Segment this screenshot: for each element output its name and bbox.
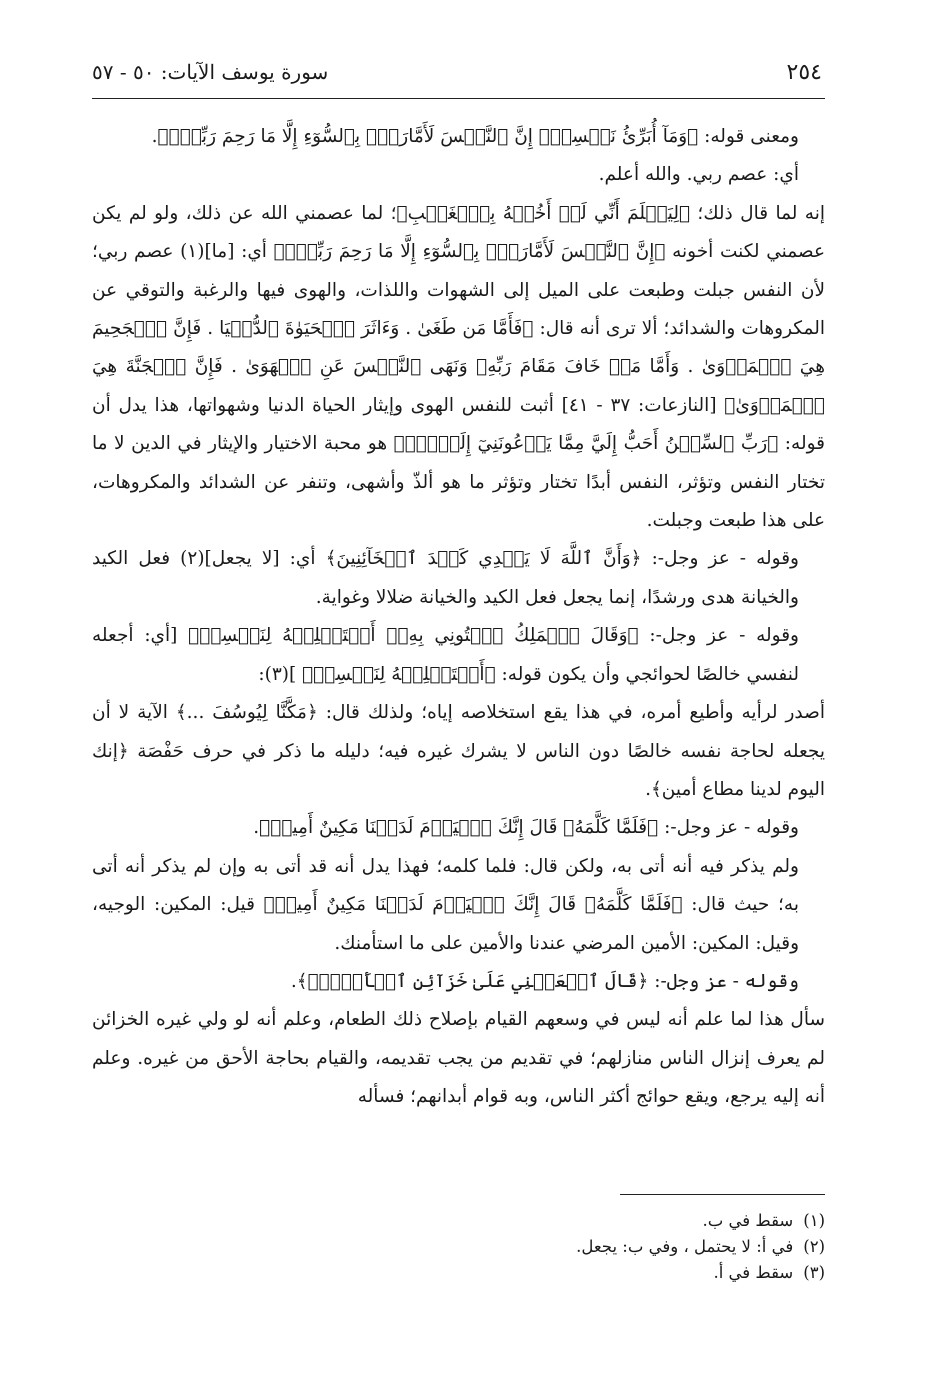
paragraph: أي: عصم ربي. والله أعلم. <box>598 164 799 186</box>
footnote-text: سقط في أ. <box>713 1263 794 1282</box>
paragraph: وقوله - عز وجل-: ﴿قَالَ ٱجۡعَلۡنِي عَلَىٰ خَزَآئِنِ ٱلۡأَرۡضِۖ﴾. <box>290 970 799 992</box>
footnotes <box>92 1208 825 1286</box>
footnote-text: في أ: لا يحتمل ، وفي ب: يجعل. <box>576 1237 794 1256</box>
page-number: ٢٥٤ <box>786 60 822 85</box>
paragraph: أصدر لرأيه وأطيع أمره، في هذا يقع استخلاصه إياه؛ ولذلك قال: ﴿مَكَّنَّا لِيُوسُفَ ...﴾ الآية لا أن يجعله لحاجة نفسه خالصًا دون الناس لا يشرك غيره فيه؛ دليله ما ذكر في حرف حَفْصَة ﴿إنك اليوم لدينا مطاع أمين﴾. <box>92 702 825 800</box>
paragraph: سأل هذا لما علم أنه ليس في وسعهم القيام بإصلاح ذلك الطعام، وعلم أنه لو ولي غيره الخزائن لم يعرف إنزال الناس منازلهم؛ في تقديم من يجب تقديمه، والقيام بحاجة الأحق من غيره. وعلم أنه إليه يرجع، ويقع حوائج أكثر الناس، وبه قوام أبدانهم؛ فسأله <box>92 1009 825 1108</box>
footnote <box>92 1260 825 1286</box>
footnote-text: سقط في ب. <box>702 1211 794 1230</box>
footnote-number: (٣) <box>803 1263 825 1282</box>
paragraph: وقوله - عز وجل-: ﴿فَلَمَّا كَلَّمَهُۥ قَالَ إِنَّكَ ٱلۡيَوۡمَ لَدَيۡنَا مَكِينٌ أَمِينٞ﴾. <box>253 817 799 839</box>
paragraph: وقوله - عز وجل-: ﴿وَقَالَ ٱلۡمَلِكُ ٱئۡتُونِي بِهِۦٓ أَسۡتَخۡلِصۡهُ لِنَفۡسِيۖ﴾ [أي: أجعله لنفسي خالصًا لحوائجي وأن يكون قوله: ﴿أَسۡتَخۡلِصۡهُ لِنَفۡسِيۖ﴾ ](٣): <box>92 625 799 685</box>
running-title: سورة يوسف الآيات: ٥٠ - ٥٧ <box>92 60 329 84</box>
paragraph: ولم يذكر فيه أنه أتى به، ولكن قال: فلما كلمه؛ فهذا يدل أنه قد أتى به وإن لم يذكر أنه أتى به؛ حيث قال: ﴿فَلَمَّا كَلَّمَهُۥ قَالَ إِنَّكَ ٱلۡيَوۡمَ لَدَيۡنَا مَكِينٌ أَمِينٞ﴾ قيل: المكين: الوجيه، وقيل: المكين: الأمين المرضي عندنا والأمين على ما استأمنك. <box>92 855 799 954</box>
main-text <box>92 118 825 1117</box>
paragraph: وقوله - عز وجل-: ﴿وَأَنَّ ٱللَّهَ لَا يَهۡدِي كَيۡدَ ٱلۡخَآئِنِينَ﴾ أي: [لا يجعل](٢) فعل الكيد والخيانة هدى ورشدًا، إنما يجعل فعل الكيد والخيانة ضلالا وغواية. <box>92 548 799 608</box>
footnote <box>92 1208 825 1234</box>
footnote-number: (٢) <box>803 1237 825 1256</box>
page-header <box>92 58 822 94</box>
paragraph: ومعنى قوله: ﴿وَمَآ أُبَرِّئُ نَفۡسِيٓۚ إِنَّ ٱلنَّفۡسَ لَأَمَّارَةُۢ بِٱلسُّوٓءِ إِلَّا مَا رَحِمَ رَبِّيٓۚ﴾. <box>151 126 799 147</box>
footnote <box>92 1234 825 1260</box>
footnote-separator <box>620 1194 825 1195</box>
footnote-number: (١) <box>803 1211 825 1230</box>
header-rule <box>92 98 825 99</box>
paragraph: إنه لما قال ذلك؛ ﴿لِيَعۡلَمَ أَنِّي لَمۡ أَخُنۡهُ بِٱلۡغَيۡبِ﴾؛ لما عصمني الله عن ذلك، ولو لم يكن عصمني لكنت أخونه ﴿إِنَّ ٱلنَّفۡسَ لَأَمَّارَةُۢ بِٱلسُّوٓءِ إِلَّا مَا رَحِمَ رَبِّيٓۚ﴾ أي: [ما](١) عصم ربي؛ لأن النفس جبلت وطبعت على الميل إلى الشهوات واللذات، والهوى فيها والرغبة والتوقي عن المكروهات والشدائد؛ ألا ترى أنه قال: ﴿فَأَمَّا مَن طَغَىٰ . وَءَاثَرَ ٱلۡحَيَوٰةَ ٱلدُّنۡيَا . فَإِنَّ ٱلۡجَحِيمَ هِيَ ٱلۡمَأۡوَىٰ . وَأَمَّا مَنۡ خَافَ مَقَامَ رَبِّهِۦ وَنَهَى ٱلنَّفۡسَ عَنِ ٱلۡهَوَىٰ . فَإِنَّ ٱلۡجَنَّةَ هِيَ ٱلۡمَأۡوَىٰ﴾ [النازعات: ٣٧ - ٤١] أثبت للنفس الهوى وإيثار الحياة الدنيا وشهواتها، هذا يدل أن قوله: ﴿رَبِّ ٱلسِّجۡنُ أَحَبُّ إِلَيَّ مِمَّا يَدۡعُونَنِيٓ إِلَيۡهِۖ﴾ هو محبة الاختيار والإيثار في الدين لا ما تختار النفس وتؤثر، النفس أبدًا تختار وتؤثر ما هو ألذّ وأشهى، وتنفر عن الشدائد والمكروهات، على هذا طبعت وجبلت. <box>92 202 825 532</box>
